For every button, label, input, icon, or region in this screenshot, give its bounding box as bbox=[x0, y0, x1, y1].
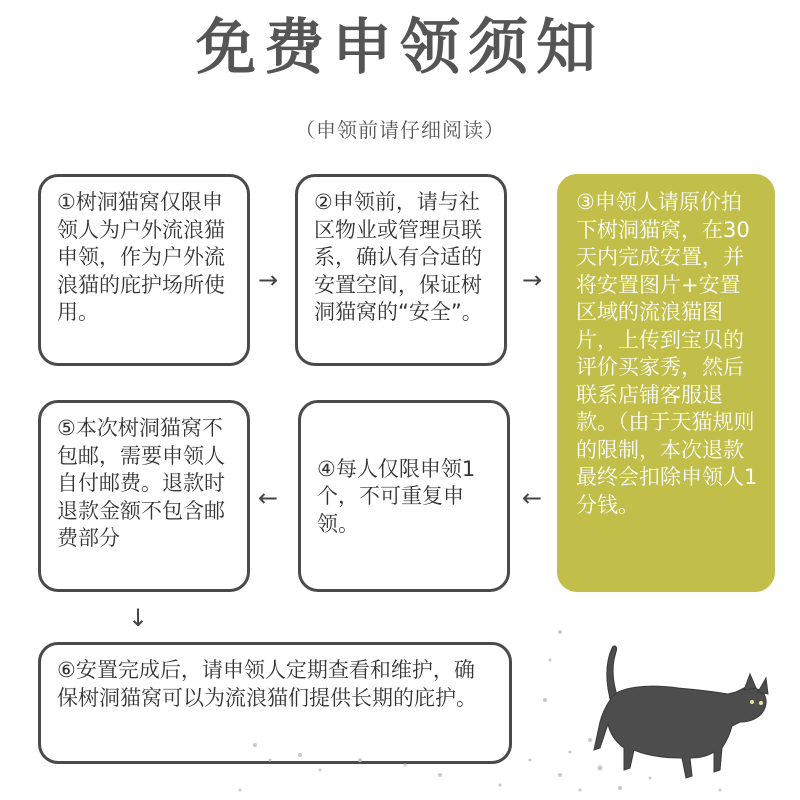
step-1-box bbox=[38, 174, 250, 366]
step-1-text: ①树洞猫窝仅限申领人为户外流浪猫申领，作为户外流浪猫的庇护场所使用。 bbox=[57, 190, 225, 324]
step-6-box bbox=[38, 642, 512, 764]
step-2-box bbox=[295, 174, 507, 366]
arrow-left-icon: ← bbox=[522, 484, 543, 512]
step-4-text: ④每人仅限申领1个，不可重复申领。 bbox=[317, 456, 476, 536]
page-subtitle: （申领前请仔细阅读） bbox=[295, 118, 505, 142]
arrow-right-icon: → bbox=[522, 266, 543, 294]
step-5-box bbox=[38, 400, 250, 592]
arrow-down-icon: ↓ bbox=[128, 604, 149, 632]
arrow-left-icon: ← bbox=[258, 484, 279, 512]
step-3-box bbox=[557, 174, 775, 592]
step-5-text: ⑤本次树洞猫窝不包邮，需要申领人自付邮费。退款时退款金额不包含邮费部分 bbox=[57, 416, 225, 550]
step-4-box bbox=[298, 400, 510, 592]
arrow-right-icon: → bbox=[258, 266, 279, 294]
step-3-text: ③申领人请原价拍下树洞猫窝，在30天内完成安置，并将安置图片+安置区域的流浪猫图片，上传到宝贝的评价买家秀，然后联系店铺客服退款。（由于天猫规则的限制，本次退款最终会扣除申领人1分钱。 bbox=[576, 190, 758, 517]
page-title: 免费申领须知 bbox=[196, 13, 604, 83]
step-6-text: ⑥安置完成后，请申领人定期查看和维护，确保树洞猫窝可以为流浪猫们提供长期的庇护。 bbox=[57, 658, 477, 710]
step-2-text: ②申领前，请与社区物业或管理员联系，确认有合适的安置空间，保证树洞猫窝的“安全”。 bbox=[314, 190, 483, 324]
black-cat-icon bbox=[560, 630, 800, 800]
